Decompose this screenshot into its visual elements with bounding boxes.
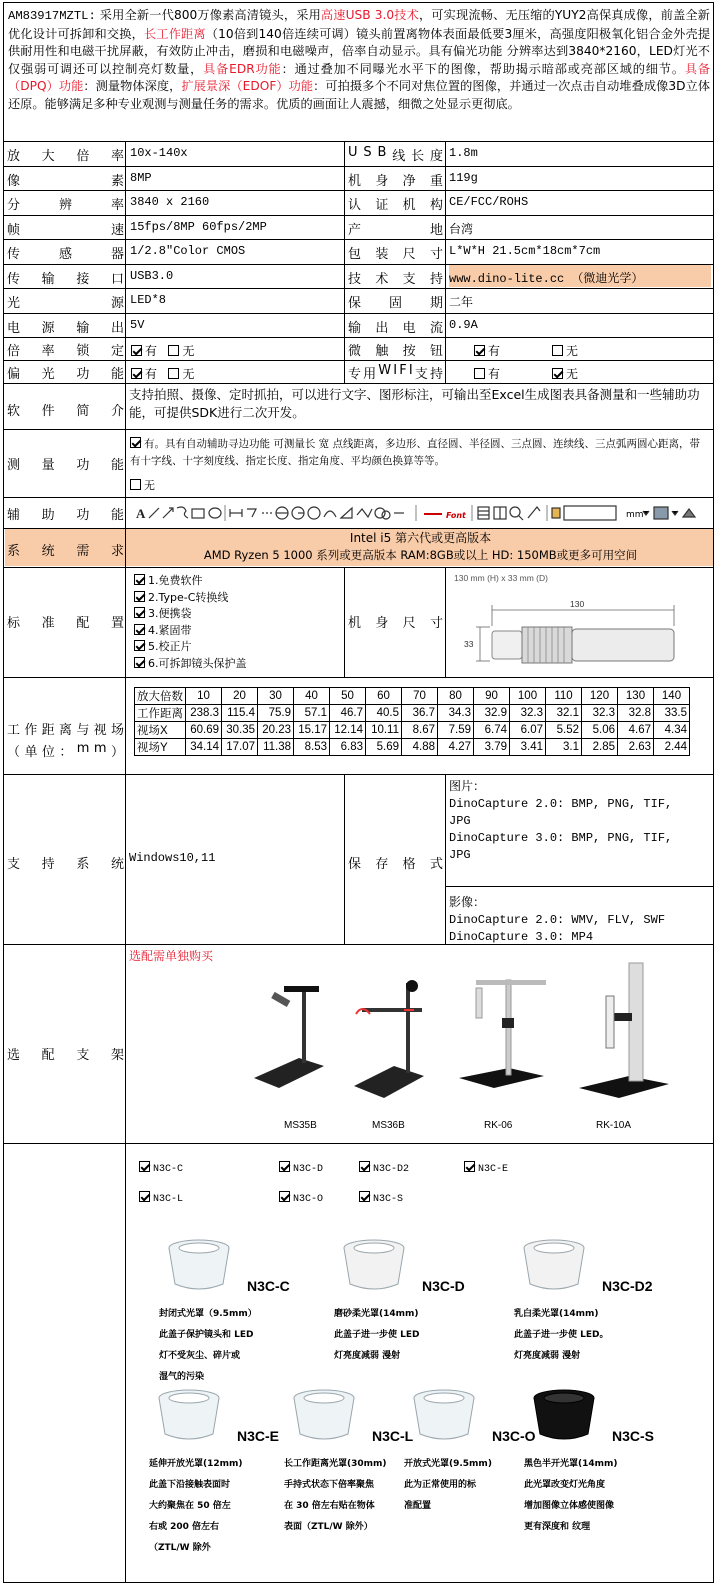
standard-item-label: 5.校正片: [148, 640, 192, 653]
arc-icon: [324, 511, 336, 517]
save-vid-head: 影像：: [449, 896, 486, 910]
polar-label: 偏 光 功 能: [7, 367, 124, 382]
grid-icon: [478, 507, 489, 519]
workdist-cell: 238.3: [186, 705, 222, 722]
save-pic1b: JPG: [449, 814, 471, 828]
checkbox-checked-icon[interactable]: [279, 1191, 290, 1202]
spec-label: 传 感 器: [7, 247, 124, 262]
spec-label-right: 保 固 期: [348, 296, 443, 311]
body-size-label: 机 身 尺 寸: [348, 616, 443, 631]
cover-desc-line: 更有深度和 纹理: [524, 1522, 591, 1532]
cover-check-item: [279, 1161, 323, 1175]
stands-label: 选 配 支 架: [7, 1048, 124, 1063]
workdist-cell: 32.3: [582, 705, 618, 722]
cover-desc-line: 右或 200 倍左右: [149, 1522, 220, 1532]
workdist-cell: 32.3: [510, 705, 546, 722]
measure-yes-text: 有。具有自动辅助寻边功能 可测量长 宽 点线距离，多边形、直径圆、半径圆、三点圆、连续线、三点弧两圆心距离，带有十字线、十字刻度线、指定长度、指定角度、平均颜色换算等等。: [130, 438, 701, 467]
standard-item-label: 4.紧固带: [148, 623, 192, 637]
spec-value-right: 1.8m: [449, 146, 478, 160]
measure-toolbar-icons: [132, 503, 707, 523]
workdist-cell: 75.9: [258, 705, 294, 722]
workdist-cell: 32.8: [618, 705, 654, 722]
polar-yes: 有: [145, 367, 158, 381]
cover-item: [159, 1236, 329, 1388]
focus-ring: [522, 627, 572, 663]
save-pic2b: JPG: [449, 848, 471, 862]
workdist-cell: 40.5: [366, 705, 402, 722]
workdist-header-cell: 120: [582, 688, 618, 705]
standard-item: [134, 623, 247, 640]
intro-highlight-distance: 长工作距离: [143, 26, 206, 41]
covers-section: [129, 1146, 711, 1584]
support-label: 支 持 系 统: [7, 857, 124, 872]
polyline-tool-icon: [247, 509, 256, 517]
checkbox-checked-icon[interactable]: [359, 1191, 370, 1202]
workdist-cell: 2.44: [654, 739, 690, 756]
sysreq-line2: AMD Ryzen 5 1000 系列或更高版本 RAM:8GB或以上 HD: 150MB或更多可用空间: [203, 548, 638, 562]
cover-name: N3C-E: [237, 1428, 280, 1444]
workdist-header-cell: 10: [186, 688, 222, 705]
workdist-header-cell: 60: [366, 688, 402, 705]
eyedropper-icon: [528, 507, 540, 518]
cover-title: 开放式光罩(9.5mm): [404, 1459, 492, 1469]
cover-check-label: N3C-D: [293, 1164, 324, 1175]
spec-label-right: 产 地: [348, 223, 443, 238]
spec-label-right: 技 术 支 持: [348, 272, 443, 287]
cover-title: 磨砂柔光罩(14mm): [334, 1309, 419, 1319]
standard-list: [134, 573, 247, 672]
cover-title: 封闭式光罩（9.5mm）: [159, 1309, 257, 1319]
workdist-cell: 12.14: [330, 722, 366, 739]
cover-title: 延伸开放光罩(12mm): [149, 1459, 243, 1469]
save-video: [449, 895, 711, 946]
checkbox-icon[interactable]: [474, 368, 485, 379]
workdist-cell: 3.1: [546, 739, 582, 756]
cover-name: N3C-L: [372, 1428, 414, 1444]
workdist-row: [135, 705, 690, 722]
workdist-header-cell: 70: [402, 688, 438, 705]
standard-item: [134, 606, 247, 623]
two-circle-icon: [375, 508, 385, 518]
workdist-cell: 4.67: [618, 722, 654, 739]
stands-images: [244, 958, 704, 1133]
cover-check-item: [359, 1161, 409, 1175]
spec-value-right: L*W*H 21.5cm*18cm*7cm: [449, 244, 601, 258]
cover-desc-line: 灯不受灰尘、碎片或: [159, 1351, 241, 1361]
angle-icon: [341, 508, 352, 518]
spec-label-right: 输 出 电 流: [348, 321, 443, 336]
standard-item: [134, 656, 247, 673]
checkbox-checked-icon[interactable]: [131, 368, 142, 379]
workdist-cell: 4.27: [438, 739, 474, 756]
cover-name: N3C-D: [422, 1278, 465, 1294]
rect-tool-icon: [192, 509, 204, 518]
workdist-row: [135, 739, 690, 756]
standard-item-label: 3.便携袋: [148, 607, 192, 620]
cover-desc-line: 此光罩改变灯光角度: [524, 1480, 606, 1490]
cover-desc-line: 增加图像立体感使图像: [524, 1501, 615, 1511]
workdist-cell: 6.83: [330, 739, 366, 756]
cover-name: N3C-D2: [602, 1278, 653, 1294]
save-pic-head: 图片：: [449, 780, 486, 794]
workdist-cell: 3.79: [474, 739, 510, 756]
spec-label: 电 源 输 出: [7, 321, 124, 336]
intro-text-1: 采用全新一代800万像素高清镜头，采用: [95, 8, 321, 22]
stand-name: MS35B: [284, 1120, 317, 1131]
cover-name: N3C-S: [612, 1428, 655, 1444]
touch-options: [474, 342, 578, 359]
workdist-cell: 视场X: [135, 722, 186, 739]
spec-value-right: 0.9A: [449, 318, 478, 332]
cover-check-item: [279, 1191, 323, 1205]
stand-name: RK-06: [484, 1120, 513, 1131]
cover-check-item: [359, 1191, 403, 1205]
spec-value: 10x-140x: [130, 146, 188, 160]
workdist-cell: 32.1: [546, 705, 582, 722]
checkbox-icon[interactable]: [168, 345, 179, 356]
wifi-no: 无: [566, 367, 579, 381]
workdist-cell: 30.35: [222, 722, 258, 739]
cover-title: 黑色半开光罩(14mm): [524, 1459, 618, 1469]
workdist-label: 工 作 距 离 与 视 场 （ 单 位 ： m m ）: [7, 723, 124, 760]
microscope-dimension-diagram: [450, 569, 710, 699]
checkbox-checked-icon[interactable]: [134, 591, 145, 602]
intro-text-3: （10倍到140倍连续可调）镜头前置离物体表面最低要3厘米，高强度阳极氧化铝合金外壳提供耐用性和电磁干扰屏蔽，有效防止冲击，磨损和电磁噪声，倍率自动显示。具有偏光功能 分辨率达到3840*2160，LED灯光不仅强弱可调还可以控制亮灯数量，: [8, 26, 711, 76]
workdist-header-cell: 90: [474, 688, 510, 705]
text-tool-icon: A: [136, 506, 146, 521]
standard-item-label: 6.可拆卸镜头保护盖: [148, 656, 247, 670]
checkbox-icon[interactable]: [552, 345, 563, 356]
workdist-cell: 4.34: [654, 722, 690, 739]
standard-label: 标 准 配 置: [7, 616, 124, 631]
ellipse-tool-icon: [209, 508, 221, 518]
polar-options: [131, 365, 194, 382]
support-value: Windows10,11: [129, 851, 216, 865]
aux-label: 辅 助 功 能: [7, 508, 124, 523]
workdist-header-cell: 放大倍数: [135, 688, 186, 705]
workdist-cell: 8.53: [294, 739, 330, 756]
intro-text-6: ：可拍摄多个不同对焦位置的图像，并通过一次点击自动堆叠成像3D立体还原。能够满足多种专业观测与测量任务的需求。优质的画面让人震撼，细微之处显示更彻底。: [8, 79, 711, 111]
workdist-header-cell: 80: [438, 688, 474, 705]
cover-check-label: N3C-E: [478, 1164, 509, 1175]
spec-value-right: CE/FCC/ROHS: [449, 195, 529, 209]
curve-tool-icon: [177, 507, 188, 518]
spec-label-right: 认 证 机 构: [348, 198, 443, 213]
cover-description: [159, 1304, 329, 1388]
workdist-cell: 115.4: [222, 705, 258, 722]
save-pic2: DinoCapture 3.0: BMP, PNG, TIF,: [449, 831, 673, 845]
unit-dropdown: mm: [626, 510, 644, 520]
checkbox-checked-icon[interactable]: [474, 345, 485, 356]
spec-label: 放 大 倍 率: [7, 149, 124, 164]
stands-illustration: [244, 958, 704, 1133]
checkbox-checked-icon[interactable]: [139, 1161, 150, 1172]
checkbox-checked-icon[interactable]: [279, 1161, 290, 1172]
checkbox-checked-icon[interactable]: [359, 1161, 370, 1172]
workdist-cell: 7.59: [438, 722, 474, 739]
workdist-cell: 6.07: [510, 722, 546, 739]
rate-lock-yes: 有: [145, 344, 158, 358]
cover-description: [524, 1454, 694, 1538]
touch-label: 微 触 按 钮: [348, 344, 443, 359]
color-icon: [552, 508, 560, 518]
standard-item-label: 2.Type-C转换线: [148, 590, 229, 604]
measure-label: 测 量 功 能: [7, 458, 124, 473]
intro-text-4: ：通过叠加不同曝光水平下的图像，帮助揭示暗部或亮部区域的细节。: [281, 61, 685, 76]
workdist-cell: 工作距离: [135, 705, 186, 722]
standard-item: [134, 639, 247, 656]
cover-desc-line: 表面（ZTL/W 除外）: [284, 1522, 373, 1532]
stand-ms36b-image: [354, 980, 424, 1098]
cover-desc-line: 此盖子保护镜头和 LED: [159, 1330, 254, 1340]
touch-yes: 有: [488, 344, 501, 358]
body-tube: [572, 629, 674, 661]
checkbox-icon[interactable]: [168, 368, 179, 379]
cover-item: [524, 1386, 694, 1538]
cover-desc-line: 在 30 倍左右贴在物体: [284, 1501, 375, 1511]
lens-cap: [492, 631, 522, 659]
spec-label: 光 源: [7, 296, 124, 311]
cover-item: [334, 1236, 504, 1367]
workdist-cell: 17.07: [222, 739, 258, 756]
cover-name: N3C-O: [492, 1428, 536, 1444]
stand-rk06-image: [459, 980, 546, 1088]
workdist-cell: 视场Y: [135, 739, 186, 756]
cover-desc-line: （ZTL/W 除外: [149, 1543, 211, 1553]
checkbox-checked-icon[interactable]: [130, 437, 141, 448]
font-icon: Font: [446, 511, 466, 520]
workdist-cell: 5.06: [582, 722, 618, 739]
standard-item-label: 1.免费软件: [148, 574, 203, 587]
software-text: 支持拍照、摄像、定时抓拍，可以进行文字、图形标注，可输出至Excel生成图表具备测量和一些辅助功能，可提供SDK进行二次开发。: [129, 387, 700, 420]
cover-desc-line: 湿气的污染: [159, 1372, 205, 1382]
cover-check-item: [139, 1191, 183, 1205]
circle-3pt-icon: [308, 507, 320, 519]
body-size-drawing: [450, 569, 710, 699]
measure-yes-row: [130, 436, 708, 470]
checkbox-checked-icon[interactable]: [134, 607, 145, 618]
zoom-icon: [510, 507, 520, 517]
workdist-header-cell: 40: [294, 688, 330, 705]
rate-lock-no: 无: [182, 344, 195, 358]
stand-rk10a-image: [579, 963, 669, 1098]
save-vid1: DinoCapture 2.0: WMV, FLV, SWF: [449, 913, 666, 927]
spec-label-right: 机 身 净 重: [348, 174, 443, 189]
save-label: 保 存 格 式: [348, 857, 443, 872]
workdist-table: [134, 687, 690, 756]
intro-highlight-edr: 具备EDR功能: [203, 61, 282, 76]
workdist-cell: 5.69: [366, 739, 402, 756]
intro-paragraph: [8, 7, 710, 113]
workdist-cell: 8.67: [402, 722, 438, 739]
workdist-cell: 5.52: [546, 722, 582, 739]
checkbox-checked-icon[interactable]: [134, 640, 145, 651]
checkbox-checked-icon[interactable]: [464, 1161, 475, 1172]
cover-description: [514, 1304, 684, 1367]
intro-text-2: ，可实现流畅、无压缩的YUY2高保真成像，前盖全新优化设计可拆卸和交换，: [8, 8, 710, 41]
checkbox-checked-icon[interactable]: [134, 624, 145, 635]
spec-label: 像 素: [7, 174, 124, 189]
workdist-cell: 4.88: [402, 739, 438, 756]
spec-value-right[interactable]: www.dino-lite.cc （微迪光学）: [449, 265, 711, 287]
cover-check-item: [464, 1161, 508, 1175]
product-sheet: [3, 2, 714, 1583]
workdist-cell: 11.38: [258, 739, 294, 756]
cover-description: [334, 1304, 504, 1367]
cover-desc-line: 手持式状态下倍率聚焦: [284, 1480, 375, 1490]
spec-value: 5V: [130, 318, 145, 332]
workdist-header-cell: 50: [330, 688, 366, 705]
workdist-cell: 6.74: [474, 722, 510, 739]
diameter-label: 33: [464, 639, 474, 649]
polar-no: 无: [182, 367, 195, 381]
sysreq-label: 系 统 需 求: [7, 544, 124, 559]
wifi-label: 专 用 W I F I 支 持: [348, 363, 443, 382]
workdist-cell: 3.41: [510, 739, 546, 756]
workdist-table-wrap: [134, 687, 690, 756]
workdist-header-cell: 130: [618, 688, 654, 705]
save-pic1: DinoCapture 2.0: BMP, PNG, TIF,: [449, 797, 673, 811]
workdist-header-cell: 140: [654, 688, 690, 705]
cover-check-label: N3C-L: [153, 1194, 184, 1205]
length-label: 130: [570, 599, 585, 609]
cover-desc-line: 灯亮度减弱 漫射: [514, 1351, 581, 1361]
checkbox-checked-icon[interactable]: [552, 368, 563, 379]
aux-toolbar: [132, 503, 707, 523]
spec-value-right: 119g: [449, 171, 478, 185]
workdist-cell: 2.63: [618, 739, 654, 756]
standard-item: [134, 590, 247, 607]
intro-highlight-dpq: 具备（DPQ）功能: [8, 61, 711, 93]
size-caption: 130 mm (H) x 33 mm (D): [454, 573, 548, 583]
cover-name: N3C-C: [247, 1278, 290, 1294]
workdist-cell: 46.7: [330, 705, 366, 722]
touch-no: 无: [566, 344, 579, 358]
cover-desc-line: 准配置: [404, 1501, 432, 1511]
workdist-cell: 33.5: [654, 705, 690, 722]
workdist-cell: 36.7: [402, 705, 438, 722]
cover-title: 乳白柔光罩(14mm): [514, 1309, 599, 1319]
image-icon: [654, 507, 668, 519]
cover-check-label: N3C-D2: [373, 1164, 410, 1175]
spec-label-right: 包 装 尺 寸: [348, 247, 443, 262]
cover-check-label: N3C-O: [293, 1194, 324, 1205]
continuous-line-icon: [357, 509, 372, 517]
workdist-cell: 32.9: [474, 705, 510, 722]
measure-no-row: [130, 477, 155, 493]
model-number: AM83917MZTL:: [8, 9, 96, 23]
workdist-cell: 60.69: [186, 722, 222, 739]
measure-no-text: 无: [144, 479, 155, 492]
checkbox-checked-icon[interactable]: [139, 1191, 150, 1202]
cover-desc-line: 此盖子进一步使 LED: [334, 1330, 420, 1340]
spec-label: 传 输 接 口: [7, 272, 124, 287]
workdist-cell: 10.11: [366, 722, 402, 739]
sysreq-text: [129, 530, 712, 564]
cover-desc-line: 此盖子进一步使 LED。: [514, 1330, 609, 1340]
wifi-yes: 有: [488, 367, 501, 381]
checkbox-checked-icon[interactable]: [134, 574, 145, 585]
menu-icon: [683, 509, 695, 517]
spec-label-right: U S B 线 长 度: [348, 145, 443, 164]
line-tool-icon: [149, 508, 159, 518]
cover-item: [514, 1236, 684, 1367]
workdist-cell: 15.17: [294, 722, 330, 739]
software-label: 软 件 简 介: [7, 404, 124, 419]
cover-check-item: [139, 1161, 183, 1175]
spec-value: LED*8: [130, 293, 167, 307]
standard-item: [134, 573, 247, 590]
spec-label: 帧 速: [7, 223, 124, 238]
rate-lock-label: 倍 率 锁 定: [7, 344, 124, 359]
stand-name: RK-10A: [596, 1120, 632, 1131]
value-field: [564, 506, 616, 520]
workdist-header-cell: 110: [546, 688, 582, 705]
spec-value-right: 二年: [449, 296, 474, 310]
workdist-cell: 2.85: [582, 739, 618, 756]
wifi-options: [474, 365, 578, 382]
workdist-row: [135, 722, 690, 739]
workdist-cell: 57.1: [294, 705, 330, 722]
spec-value: 15fps/8MP 60fps/2MP: [130, 220, 267, 234]
cover-desc-line: 此盖下沿接触表面时: [149, 1480, 231, 1490]
cover-desc-line: 大约聚焦在 50 倍左: [149, 1501, 231, 1511]
arrow-tool-icon: [163, 508, 173, 518]
rate-lock-options: [131, 342, 194, 359]
intro-highlight-edof: 扩展景深（EDOF）功能: [181, 79, 314, 93]
cover-desc-line: 灯亮度减弱 漫射: [334, 1351, 401, 1361]
save-vid2: DinoCapture 3.0: MP4: [449, 930, 594, 944]
spec-label: 分 辨 率: [7, 198, 124, 213]
workdist-cell: 20.23: [258, 722, 294, 739]
save-pictures: [449, 779, 711, 864]
spec-value: 3840 x 2160: [130, 195, 210, 209]
checkbox-icon[interactable]: [130, 479, 141, 490]
stands-note: 选配需单独购买: [129, 949, 214, 963]
workdist-header-cell: 30: [258, 688, 294, 705]
workdist-cell: 34.3: [438, 705, 474, 722]
stand-name: MS36B: [372, 1120, 405, 1131]
spec-value-right: 台湾: [449, 223, 474, 237]
stand-ms35b-image: [254, 986, 324, 1088]
intro-highlight-usb: 高速USB 3.0技术: [320, 8, 419, 22]
cover-desc-line: 此为正常使用的标: [404, 1480, 477, 1490]
intro-text-5: ：测量物体深度，: [83, 79, 182, 93]
checkbox-checked-icon[interactable]: [131, 345, 142, 356]
workdist-header-cell: 100: [510, 688, 546, 705]
cover-title: 长工作距离光罩(30mm): [284, 1459, 387, 1469]
cover-check-label: N3C-S: [373, 1194, 404, 1205]
cover-check-label: N3C-C: [153, 1164, 184, 1175]
spec-value: 8MP: [130, 171, 152, 185]
workdist-cell: 34.14: [186, 739, 222, 756]
sysreq-line1: Intel i5 第六代或更高版本: [349, 531, 492, 545]
workdist-header-cell: 20: [222, 688, 258, 705]
spec-value: 1/2.8"Color CMOS: [130, 244, 246, 258]
checkbox-checked-icon[interactable]: [134, 657, 145, 668]
spec-value: USB3.0: [130, 269, 174, 283]
